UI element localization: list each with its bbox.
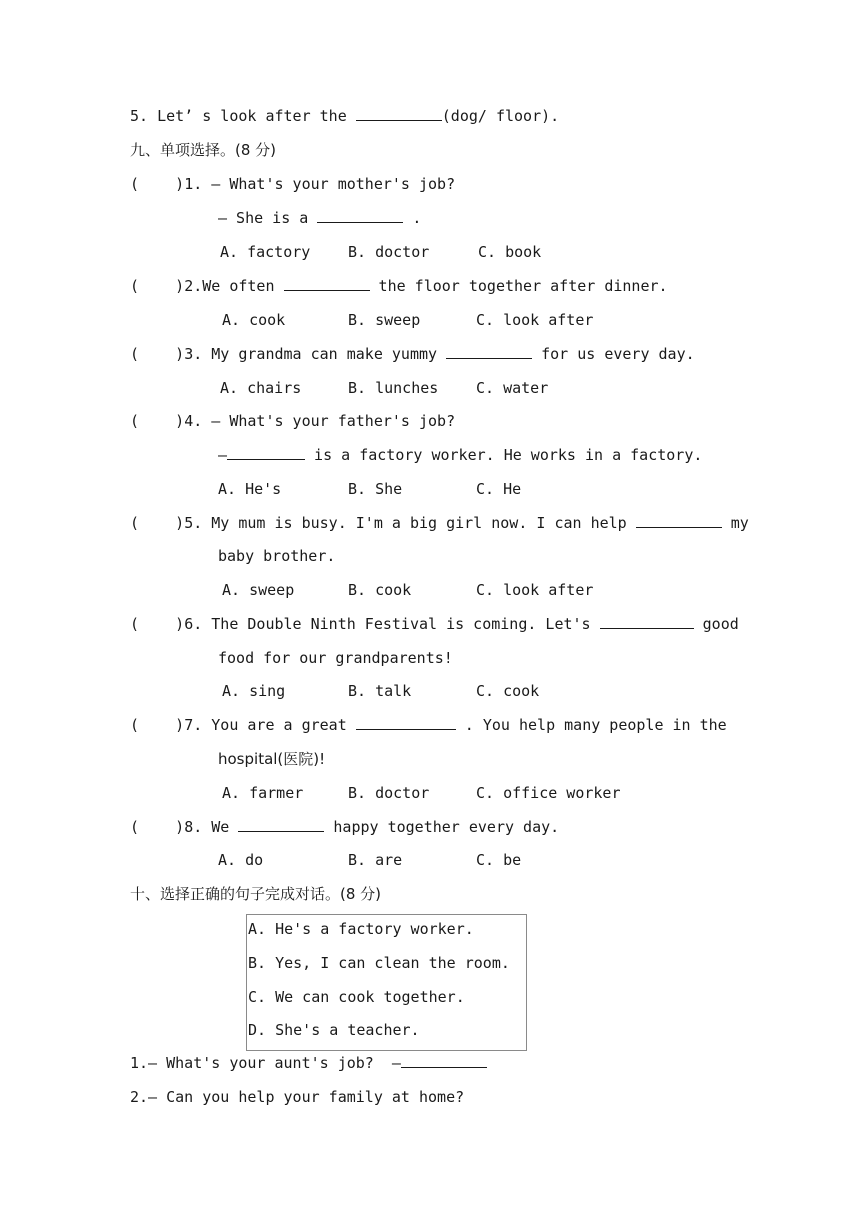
answer-paren[interactable]: ( ) <box>130 277 185 295</box>
answer-paren[interactable]: ( ) <box>130 345 185 363</box>
answer-paren[interactable]: ( ) <box>130 514 185 532</box>
question-line: 5. Let’ s look after the (dog/ floor). <box>130 107 560 125</box>
answer-blank[interactable] <box>317 208 403 223</box>
answer-blank[interactable] <box>636 513 722 528</box>
question-2: ( )2.We often the floor together after dinner. <box>130 277 668 295</box>
question-3: ( )3. My grandma can make yummy for us every day. <box>130 345 695 363</box>
answer-choices-box <box>246 914 527 1051</box>
choice-b: B. Yes, I can clean the room. <box>248 954 510 972</box>
answer-paren[interactable]: ( ) <box>130 818 185 836</box>
choice-d: D. She's a teacher. <box>248 1021 420 1039</box>
answer-paren[interactable]: ( ) <box>130 412 185 430</box>
answer-blank[interactable] <box>227 445 305 460</box>
answer-blank[interactable] <box>401 1053 487 1068</box>
options-row: A. chairs B. lunches C. water <box>220 379 549 397</box>
dialog-1: 1.— What's your aunt's job? — <box>130 1053 487 1073</box>
answer-blank[interactable] <box>238 817 324 832</box>
question-7: ( )7. You are a great . You help many people in the <box>130 716 727 734</box>
answer-blank[interactable] <box>446 344 532 359</box>
answer-paren[interactable]: ( ) <box>130 716 185 734</box>
options-row: A. sweep B. cook C. look after <box>222 581 594 599</box>
answer-paren[interactable]: ( ) <box>130 175 185 193</box>
answer-blank[interactable] <box>284 276 370 291</box>
question-1-reply: — She is a . <box>218 209 422 227</box>
choice-c: C. We can cook together. <box>248 988 465 1006</box>
question-4-reply: — is a factory worker. He works in a factory. <box>218 446 703 464</box>
question-7-cont: hospital(医院)! <box>218 750 326 768</box>
options-row: A. cook B. sweep C. look after <box>222 311 594 329</box>
options-row: A. farmer B. doctor C. office worker <box>222 784 621 802</box>
answer-blank[interactable] <box>600 614 694 629</box>
question-5-cont: baby brother. <box>218 547 336 565</box>
options-row: A. He's B. She C. He <box>218 480 522 498</box>
question-6: ( )6. The Double Ninth Festival is coming. Let's good <box>130 615 739 633</box>
dialog-2: 2.— Can you help your family at home? <box>130 1088 465 1106</box>
answer-paren[interactable]: ( ) <box>130 615 185 633</box>
section-heading: 九、单项选择。(8 分) <box>130 141 277 159</box>
options-row: A. sing B. talk C. cook <box>222 682 540 700</box>
question-4: ( )4. — What's your father's job? <box>130 412 456 430</box>
options-row: A. do B. are C. be <box>218 851 522 869</box>
section-heading: 十、选择正确的句子完成对话。(8 分) <box>130 885 382 903</box>
answer-blank[interactable] <box>356 106 442 121</box>
question-8: ( )8. We happy together every day. <box>130 818 560 836</box>
choice-a: A. He's a factory worker. <box>248 920 474 938</box>
options-row: A. factory B. doctor C. book <box>220 243 542 261</box>
question-5: ( )5. My mum is busy. I'm a big girl now. I can help my <box>130 514 749 532</box>
answer-blank[interactable] <box>356 715 456 730</box>
question-1: ( )1. — What's your mother's job? <box>130 175 456 193</box>
question-6-cont: food for our grandparents! <box>218 649 453 667</box>
